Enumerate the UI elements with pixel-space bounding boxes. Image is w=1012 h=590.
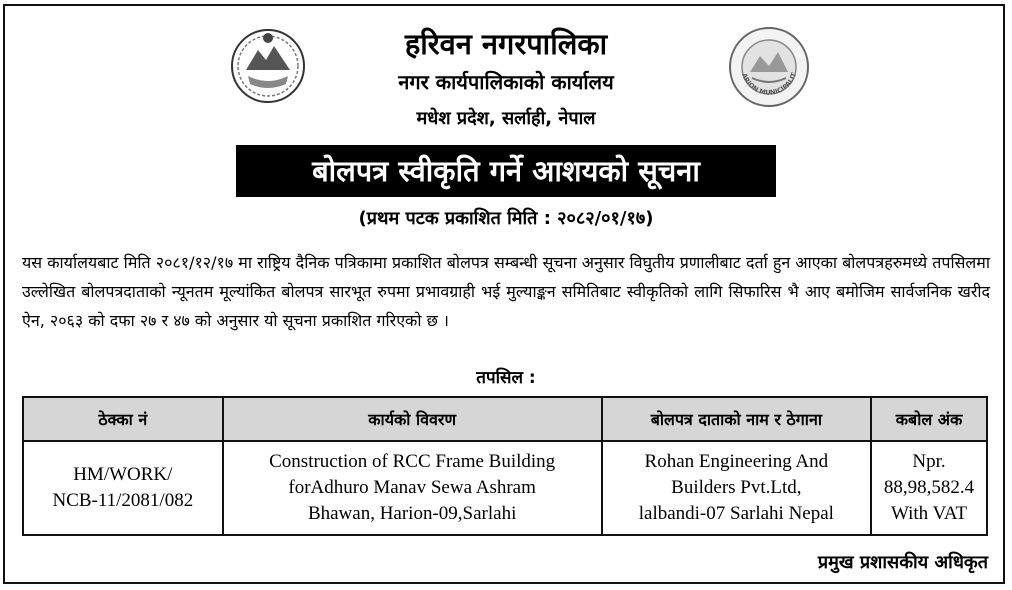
location-text: मधेश प्रदेश, सर्लाही, नेपाल [416,108,596,129]
bidder-line: lalbandi-07 Sarlahi Nepal [638,503,834,524]
amount-line: With VAT [890,503,968,524]
bidder-line: Builders Pvt.Ltd, [671,477,802,498]
header-bidder: बोलपत्र दाताको नाम र ठेगाना [602,397,871,441]
table-header-row [23,397,987,441]
cell-bidder [602,441,871,535]
amount-line: 88,98,582.4 [883,477,975,498]
description-line: Bhawan, Harion-09,Sarlahi [307,503,517,524]
description-line: forAdhuro Manav Sewa Ashram [288,477,536,498]
header-contract-no: ठेक्का नं [23,397,223,441]
notice-body: यस कार्यालयबाट मिति २०८१/१२/१७ मा राष्ट्रिय दैनिक पत्रिकामा प्रकाशित बोलपत्र सम्बन्धी सूचना अनुसार विघुतीय प्रणालीबाट दर्ता हुन आएका बोलपत्रहरुमध्ये तपसिलमा उल्लेखित बोलपत्रदाताको न्यूनतम मूल्यांकित बोलपत्र सारभूत रुपमा प्रभावग्राही भई मुल्याङ्कन समितिबाट स्वीकृतिको लागि सिफारिस भै आए बमोजिम सार्वजनिक खरीद ऐन, २०६३ को दफा २७ र ४७ को अनुसार यो सूचना प्रकाशित गरिएको छ । [22,253,990,330]
bid-table [22,396,988,536]
logo-text: ARION MUNICIPALIT [740,71,799,97]
publish-date: (प्रथम पटक प्रकाशित मिति : २०८२/०१/१७) [358,208,654,229]
bidder-line: Rohan Engineering And [644,451,829,472]
table-row [23,441,987,535]
office-title: नगर कार्यपालिकाको कार्यालय [398,70,614,94]
header-amount: कबोल अंक [871,397,987,441]
cell-description [223,441,602,535]
header-description: कार्यको विवरण [223,397,602,441]
notice-title-banner: बोलपत्र स्वीकृति गर्ने आशयको सूचना [236,145,776,197]
contract-no-line: NCB-11/2081/082 [52,490,194,511]
schedule-heading: तपसिल : [476,368,536,388]
amount-line: Npr. [912,451,946,472]
contract-no-line: HM/WORK/ [73,464,173,485]
cell-contract-no [23,441,223,535]
description-line: Construction of RCC Frame Building [269,451,556,472]
cell-amount [871,441,987,535]
municipality-title: हरिवन नगरपालिका [404,27,608,61]
signatory-title: प्रमुख प्रशासकीय अधिकृत [817,552,988,573]
